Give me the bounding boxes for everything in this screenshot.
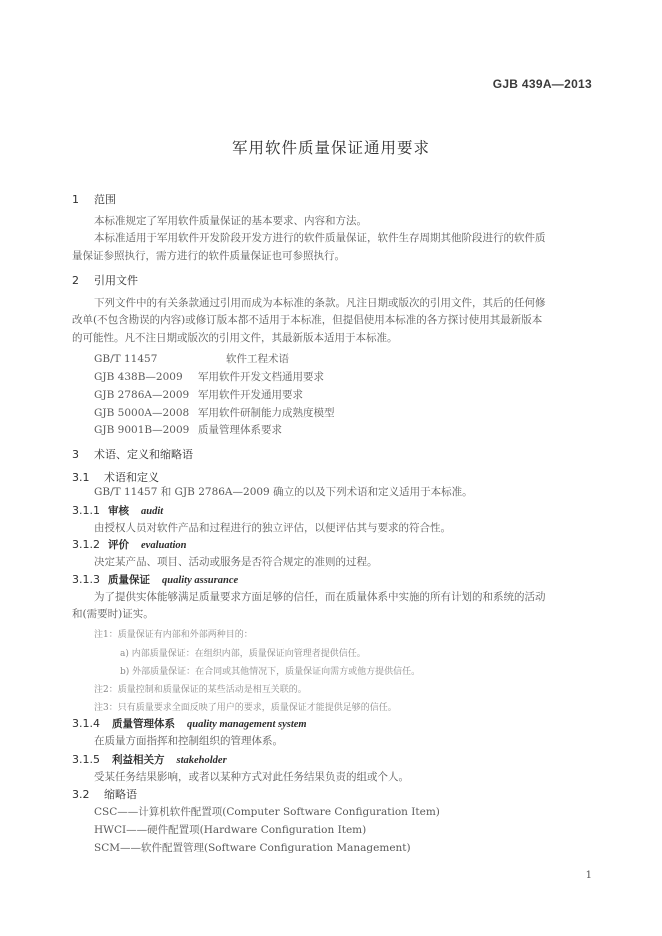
section-title: 范围 — [94, 193, 116, 206]
subsection-3-2-heading — [72, 786, 137, 802]
subsection-number: 3.2 — [72, 788, 90, 801]
term-heading — [72, 752, 227, 767]
term-english: quality assurance — [162, 575, 239, 586]
section-title: 引用文件 — [94, 274, 138, 287]
note-2: 注2：质量控制和质量保证的某些活动是相互关联的。 — [94, 685, 307, 695]
term-english: evaluation — [141, 540, 187, 551]
reference-title: 质量管理体系要求 — [198, 424, 282, 436]
subsection-title: 术语和定义 — [104, 471, 159, 484]
note-3: 注3：只有质量要求全面反映了用户的要求，质量保证才能提供足够的信任。 — [94, 703, 397, 713]
reference-code: GJB 9001B—2009 — [94, 424, 190, 436]
term-number: 3.1.5 — [72, 753, 100, 766]
term-number: 3.1.4 — [72, 717, 100, 730]
subsection-3-1-heading — [72, 469, 159, 485]
term-number: 3.1.3 — [72, 573, 100, 586]
standard-number: GJB 439A—2013 — [492, 77, 592, 91]
term-chinese: 利益相关方 — [112, 754, 165, 766]
reference-code: GB/T 11457 — [94, 353, 158, 365]
term-definition: 决定某产品、项目、活动或服务是否符合规定的准则的过程。 — [94, 556, 378, 568]
reference-title: 军用软件开发文档通用要求 — [198, 371, 324, 383]
document-title: 军用软件质量保证通用要求 — [231, 139, 430, 157]
term-definition: 由授权人员对软件产品和过程进行的独立评估，以便评估其与要求的符合性。 — [94, 522, 451, 534]
reference-title: 军用软件研制能力成熟度模型 — [198, 407, 335, 419]
reference-title: 软件工程术语 — [226, 353, 289, 365]
term-english: stakeholder — [176, 755, 227, 766]
scope-paragraph-2-line-1: 本标准适用于军用软件开发阶段开发方进行的软件质量保证，软件生存周期其他阶段进行的软件质 — [94, 232, 546, 244]
term-definition: 在质量方面指挥和控制组织的管理体系。 — [94, 735, 283, 747]
term-number: 3.1.1 — [72, 504, 100, 517]
note-1: 注1：质量保证有内部和外部两种目的： — [94, 630, 253, 640]
term-heading — [72, 572, 238, 587]
term-english: quality management system — [187, 719, 307, 730]
note-1-item-b: b) 外部质量保证：在合同或其他情况下，质量保证向需方或他方提供信任。 — [120, 667, 421, 677]
term-definition-line-2: 和(需要时)证实。 — [72, 608, 154, 620]
section-2-heading — [72, 272, 138, 288]
section-3-heading — [72, 446, 193, 462]
term-english: audit — [141, 506, 164, 517]
subsection-number: 3.1 — [72, 471, 90, 484]
section-number: 3 — [72, 448, 79, 461]
term-chinese: 质量管理体系 — [112, 718, 175, 730]
abbreviation-item: CSC——计算机软件配置项(Computer Software Configuration Item) — [94, 806, 440, 818]
term-number: 3.1.2 — [72, 538, 100, 551]
references-paragraph-line-3: 的可能性。凡不注日期或版次的引用文件，其最新版本适用于本标准。 — [72, 332, 398, 344]
reference-item — [94, 422, 282, 437]
note-1-item-a: a) 内部质量保证：在组织内部，质量保证向管理者提供信任。 — [120, 649, 366, 659]
term-chinese: 质量保证 — [108, 574, 150, 586]
terms-intro: GB/T 11457 和 GJB 2786A—2009 确立的以及下列术语和定义适用于本标准。 — [94, 486, 473, 498]
section-number: 2 — [72, 274, 79, 287]
reference-item — [94, 369, 324, 384]
term-heading — [72, 503, 163, 518]
subsection-title: 缩略语 — [104, 788, 137, 801]
reference-item — [94, 387, 303, 402]
reference-code: GJB 5000A—2008 — [94, 407, 190, 419]
references-paragraph-line-2: 改单(不包含勘误的内容)或修订版本都不适用于本标准，但提倡使用本标准的各方探讨使用其最新版本 — [72, 314, 543, 326]
term-chinese: 评价 — [108, 539, 129, 551]
term-definition-line-1: 为了提供实体能够满足质量要求方面足够的信任，而在质量体系中实施的所有计划的和系统的活动 — [94, 591, 546, 603]
scope-paragraph-2-line-2: 量保证参照执行，需方进行的软件质量保证也可参照执行。 — [72, 250, 345, 262]
abbreviation-item: SCM——软件配置管理(Software Configuration Management) — [94, 842, 411, 854]
page-number: 1 — [585, 870, 592, 881]
reference-item — [94, 351, 289, 366]
term-chinese: 审核 — [108, 505, 129, 517]
abbreviation-item: HWCI——硬件配置项(Hardware Configuration Item) — [94, 824, 367, 836]
section-1-heading — [72, 191, 116, 207]
term-definition: 受某任务结果影响，或者以某种方式对此任务结果负责的组或个人。 — [94, 771, 409, 783]
term-heading — [72, 537, 187, 552]
term-heading — [72, 716, 307, 731]
section-number: 1 — [72, 193, 79, 206]
reference-title: 军用软件开发通用要求 — [198, 389, 303, 401]
reference-code: GJB 2786A—2009 — [94, 389, 190, 401]
scope-paragraph-1: 本标准规定了军用软件质量保证的基本要求、内容和方法。 — [94, 215, 367, 227]
references-paragraph-line-1: 下列文件中的有关条款通过引用而成为本标准的条款。凡注日期或版次的引用文件，其后的任何修 — [94, 297, 546, 309]
reference-item — [94, 405, 335, 420]
section-title: 术语、定义和缩略语 — [94, 448, 193, 461]
reference-code: GJB 438B—2009 — [94, 371, 183, 383]
